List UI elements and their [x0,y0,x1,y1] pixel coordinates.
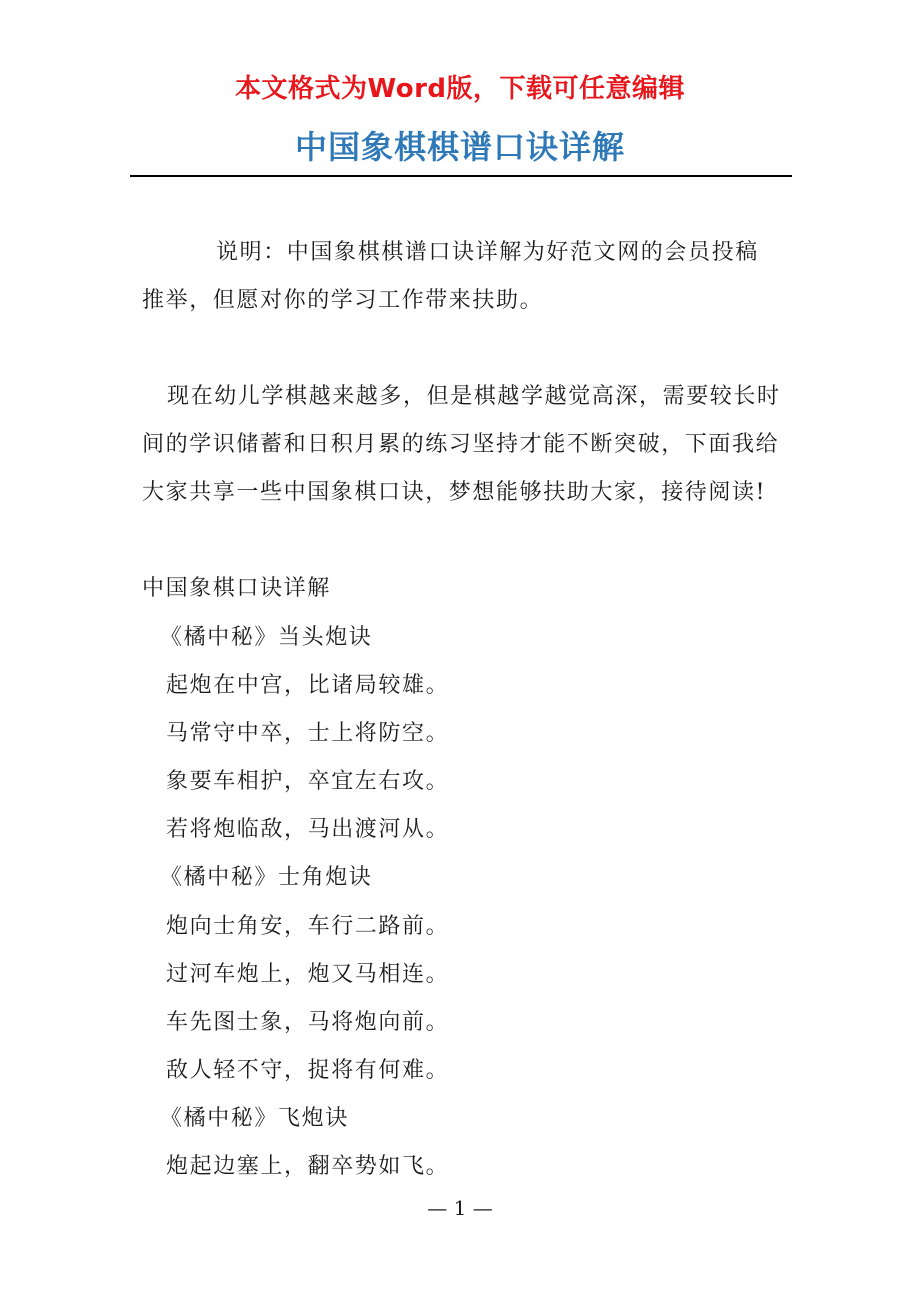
verse-line: 若将炮临敌，马出渡河从。 [166,817,450,842]
title-divider [130,175,792,177]
verse-line: 车先图士象，马将炮向前。 [166,1010,450,1035]
verse-line: 炮起边塞上，翻卒势如飞。 [166,1154,450,1179]
intro-paragraph [142,373,782,517]
verse-title: 《橘中秘》飞炮诀 [160,1106,349,1131]
verse-line: 敌人轻不守，捉将有何难。 [166,1058,450,1083]
intro-text: 现在幼儿学棋越来越多，但是棋越学越觉高深，需要较长时间的学识储蓄和日积月累的练习坚持才能不断突破，下面我给大家共享一些中国象棋口诀，梦想能够扶助大家，接待阅读! [142,384,781,505]
page-number: — 1 — [427,1196,493,1220]
document-title: 中国象棋棋谱口诀详解 [294,128,625,166]
note-paragraph [142,229,782,325]
format-banner: 本文格式为Word版，下载可任意编辑 [234,74,686,104]
note-text: 说明：中国象棋棋谱口诀详解为好范文网的会员投稿推举，但愿对你的学习工作带来扶助。 [142,240,759,313]
verse-line: 象要车相护，卒宜左右攻。 [166,769,450,794]
verse-line: 起炮在中宫，比诸局较雄。 [166,673,450,698]
verse-title: 《橘中秘》士角炮诀 [160,865,373,890]
section-heading: 中国象棋口诀详解 [142,576,331,601]
verse-line: 马常守中卒，士上将防空。 [166,721,450,746]
verse-line: 过河车炮上，炮又马相连。 [166,962,450,987]
verse-title: 《橘中秘》当头炮诀 [160,625,373,650]
verse-line: 炮向士角安，车行二路前。 [166,914,450,939]
